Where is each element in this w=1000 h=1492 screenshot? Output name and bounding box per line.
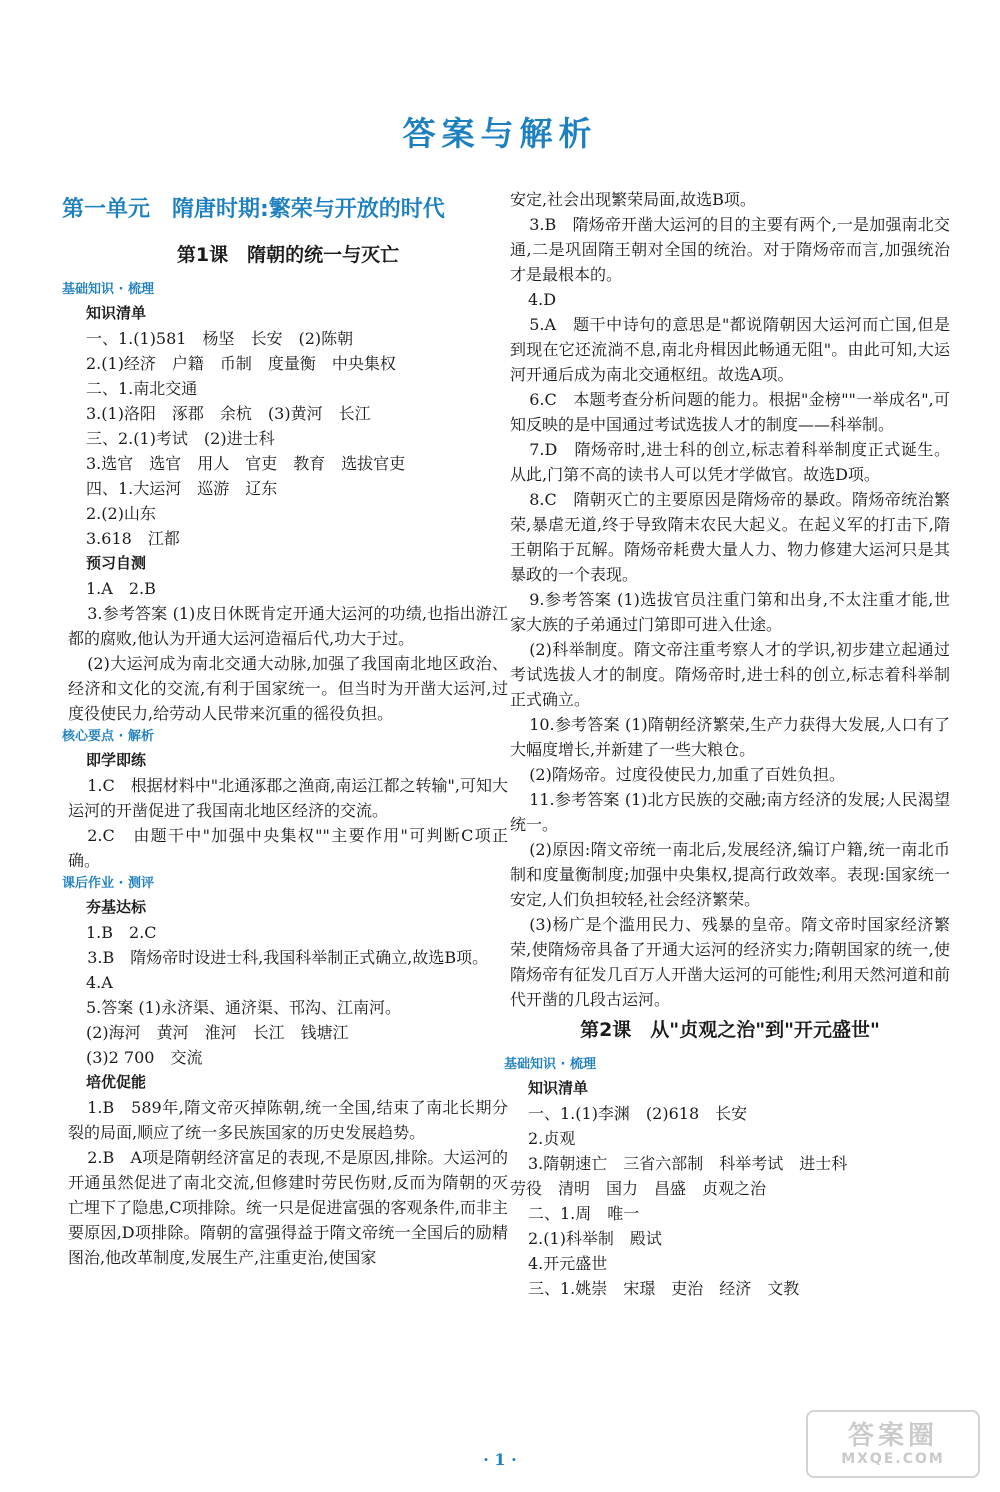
answer-paragraph: 3.B 隋炀帝时设进士科,我国科举制正式确立,故选B项。: [87, 948, 489, 967]
answer-line: 1.B 2.C: [86, 923, 157, 942]
answer-line: 劳役 清明 国力 昌盛 贞观之治: [510, 1179, 767, 1198]
left-column: [62, 195, 508, 1270]
answer-line: 一、1.(1)李渊 (2)618 长安: [528, 1104, 748, 1123]
answer-line: 2.(1)科举制 殿试: [528, 1229, 662, 1248]
answer-line: 4.开元盛世: [528, 1254, 608, 1273]
answer-paragraph: (3)杨广是个滥用民力、残暴的皇帝。隋文帝时国家经济繁荣,使隋炀帝具备了开通大运河的经济实力;隋朝国家的统一,使隋炀帝有征发几百万人开凿大运河的可能性;利用天然河道和前代开凿的几段古运河。: [510, 915, 950, 1009]
lesson-1-title: 第1课 隋朝的统一与灭亡: [176, 244, 400, 266]
answer-line: 三、1.姚崇 宋璟 吏治 经济 文教: [528, 1279, 800, 1298]
answer-line: 二、1.南北交通: [86, 379, 198, 398]
answer-paragraph: 7.D 隋炀帝时,进士科的创立,标志着科举制度正式诞生。从此,门第不高的读书人可以凭才学做官。故选D项。: [510, 440, 950, 484]
answer-line: 3.隋朝速亡 三省六部制 科举考试 进士科: [528, 1154, 848, 1173]
page-title: 答案与解析: [402, 114, 598, 153]
answer-line: 一、1.(1)581 杨坚 长安 (2)陈朝: [86, 329, 354, 348]
answer-paragraph: (2)科举制度。隋文帝注重考察人才的学识,初步建立起通过考试选拔人才的制度。隋炀帝时,进士科的创立,标志着科举制正式确立。: [510, 640, 950, 709]
answer-line: 2.(2)山东: [86, 504, 156, 523]
section-label-basic-2: 基础知识 · 梳理: [504, 1057, 596, 1072]
answer-paragraph: 11.参考答案 (1)北方民族的交融;南方经济的发展;人民渴望统一。: [510, 790, 950, 834]
page-number: · 1 ·: [483, 1450, 517, 1469]
answer-paragraph: 1.B 589年,隋文帝灭掉陈朝,统一全国,结束了南北长期分裂的局面,顺应了统一多民族国家的历史发展趋势。: [68, 1098, 508, 1142]
answer-paragraph: 9.参考答案 (1)选拔官员注重门第和出身,不太注重才能,世家大族的子弟通过门第即可进入仕途。: [510, 590, 950, 634]
answer-paragraph: 3.B 隋炀帝开凿大运河的目的主要有两个,一是加强南北交通,二是巩固隋王朝对全国的统治。对于隋炀帝而言,加强统治才是最根本的。: [510, 215, 950, 284]
basic-standard-heading: 夯基达标: [86, 898, 147, 916]
answer-paragraph: 1.C 根据材料中"北通涿郡之渔商,南运江都之转输",可知大运河的开凿促进了我国南北地区经济的交流。: [68, 776, 508, 820]
answer-paragraph: 安定,社会出现繁荣局面,故选B项。: [510, 190, 756, 209]
answer-line: 2.(1)经济 户籍 币制 度量衡 中央集权: [86, 354, 396, 373]
watermark-logo: [806, 1410, 980, 1478]
answer-paragraph: (2)大运河成为南北交通大动脉,加强了我国南北地区政治、经济和文化的交流,有利于国家统一。但当时为开凿大运河,过度役使民力,给劳动人民带来沉重的徭役负担。: [68, 654, 508, 723]
excellence-heading: 培优促能: [86, 1073, 147, 1091]
answer-line: (2)海河 黄河 淮河 长江 钱塘江: [86, 1023, 349, 1042]
answer-paragraph: (2)原因:隋文帝统一南北后,发展经济,编订户籍,统一南北币制和度量衡制度;加强中央集权,提高行政效率。表现:国家统一安定,人们负担较轻,社会经济繁荣。: [510, 840, 950, 909]
answer-line: 三、2.(1)考试 (2)进士科: [86, 429, 275, 448]
right-column: [504, 187, 950, 1301]
knowledge-list-heading: 知识清单: [86, 304, 147, 322]
answer-line: 二、1.周 唯一: [528, 1204, 640, 1223]
answer-line: 四、1.大运河 巡游 辽东: [86, 479, 278, 498]
lesson-2-title: 第2课 从"贞观之治"到"开元盛世": [580, 1019, 880, 1041]
answer-paragraph: 6.C 本题考查分析问题的能力。根据"金榜""一举成名",可知反映的是中国通过考试选拔人才的制度——科举制。: [510, 390, 950, 434]
knowledge-list-heading-2: 知识清单: [528, 1079, 589, 1097]
answer-paragraph: 3.参考答案 (1)皮日休既肯定开通大运河的功绩,也指出游江都的腐败,他认为开通大运河造福后代,功大于过。: [68, 604, 508, 648]
answer-line: 4.A: [86, 973, 113, 992]
answer-line: (3)2 700 交流: [86, 1048, 203, 1067]
watermark-main: 答案圈: [847, 1421, 938, 1451]
answer-line: 3.(1)洛阳 涿郡 余杭 (3)黄河 长江: [86, 404, 371, 423]
answer-line: 4.D: [528, 290, 557, 309]
section-label-after: 课后作业 · 测评: [62, 876, 154, 891]
answer-line: 3.618 江都: [86, 529, 180, 548]
watermark-sub: MXQE.COM: [841, 1451, 945, 1467]
answer-paragraph: 2.C 由题干中"加强中央集权""主要作用"可判断C项正确。: [68, 826, 508, 870]
preview-test-heading: 预习自测: [86, 554, 147, 572]
answer-line: 2.贞观: [528, 1129, 576, 1148]
section-label-basic: 基础知识 · 梳理: [62, 282, 154, 297]
practice-heading: 即学即练: [86, 751, 147, 769]
section-label-core: 核心要点 · 解析: [62, 729, 154, 744]
answer-paragraph: 5.A 题干中诗句的意思是"都说隋朝因大运河而亡国,但是到现在它还流淌不息,南北舟楫因此畅通无阻"。由此可知,大运河开通后成为南北交通枢纽。故选A项。: [510, 315, 950, 384]
answer-line: 3.选官 选官 用人 官吏 教育 选拔官吏: [86, 454, 406, 473]
answer-paragraph: 2.B A项是隋朝经济富足的表现,不是原因,排除。大运河的开通虽然促进了南北交流,但修建时劳民伤财,反而为隋朝的灭亡埋下了隐患,C项排除。统一只是促进富强的客观条件,而非主要原因,D项排除。隋朝的富强得益于隋文帝统一全国后的励精图治,他改革制度,发展生产,注重吏治,使国家: [68, 1148, 508, 1267]
answer-line: 1.A 2.B: [86, 579, 156, 598]
answer-paragraph: 10.参考答案 (1)隋朝经济繁荣,生产力获得大发展,人口有了大幅度增长,并新建了一些大粮仓。: [510, 715, 950, 759]
answer-line: 5.答案 (1)永济渠、通济渠、邗沟、江南河。: [86, 998, 402, 1017]
unit-title: 第一单元 隋唐时期:繁荣与开放的时代: [62, 197, 445, 222]
answer-paragraph: 8.C 隋朝灭亡的主要原因是隋炀帝的暴政。隋炀帝统治繁荣,暴虐无道,终于导致隋末农民大起义。在起义军的打击下,隋王朝陷于瓦解。隋炀帝耗费大量人力、物力修建大运河只是其暴政的一个表现。: [510, 490, 950, 584]
answer-paragraph: (2)隋炀帝。过度役使民力,加重了百姓负担。: [529, 765, 845, 784]
